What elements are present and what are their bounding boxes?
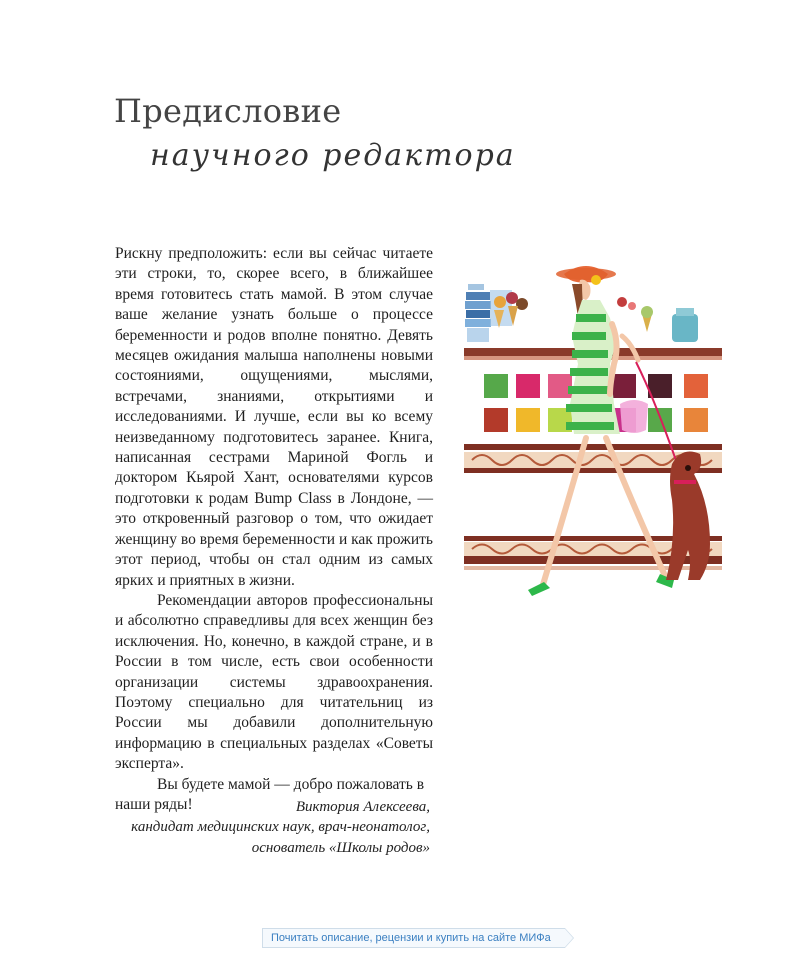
author-credentials: кандидат медицинских наук, врач-неонатолог, (131, 819, 430, 836)
paragraph-1: Рискну предположить: если вы сейчас читаете эти строки, то, скорее всего, в ближайшее время готовитесь стать мамой. В этом случае ваше желание узнать больше о процессе беременности и родов вполне понятно. Девять месяцев ожидания малыша наполнены новыми состояниями, ощущениями, мыслями, встречами, знаниями, открытиями и исследованиями. И лучше, если вы ко всему неизведанному подготовитесь заранее. Книга, написанная сестрами Мариной Фогль и доктором Кьярой Хант, основателями курсов подготовки к родам Bump Class в Лондоне, — это откровенный разговор о том, что ожидает женщину во время беременности и как прожить этот период, чтобы он стал одним из самых ярких и приятных в жизни. (115, 245, 433, 589)
paragraph-3: Вы будете мамой — добро пожаловать в наши ряды! (115, 775, 425, 813)
paragraph-2: Рекомендации авторов профессиональны и абсолютно справедливы для всех женщин без исключения. Но, конечно, в каждой стране, и в России в том числе, есть свои особенности организации системы здравоохранения. Поэтому специально для читательниц из России мы добавили дополнительную информацию в специальных разделах «Советы эксперта». (115, 591, 433, 773)
author-signature (90, 797, 430, 858)
page-subtitle: научного редактора (150, 138, 516, 173)
buy-on-mif-link[interactable]: Почитать описание, рецензии и купить на сайте МИФа (262, 928, 565, 948)
author-name: Виктория Алексеева, (295, 799, 430, 815)
watercolor-woman-shop-illustration (462, 254, 722, 614)
foreword-body (115, 244, 433, 815)
author-affiliation: основатель «Школы родов» (251, 839, 430, 856)
page-title: Предисловие (114, 92, 342, 130)
